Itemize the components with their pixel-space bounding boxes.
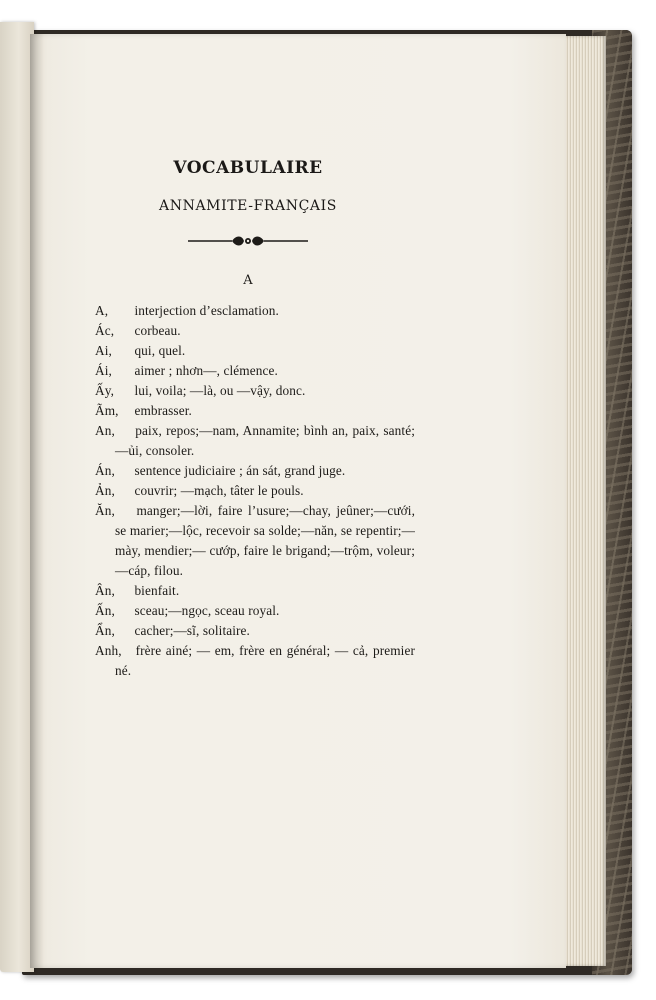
definition: bienfait.: [134, 583, 180, 598]
list-item: [95, 581, 415, 601]
headword: Ấn,: [95, 603, 115, 618]
definition: frère ainé; — em, frère en général; — cả, premier né.: [115, 643, 415, 678]
page-title: VOCABULAIRE: [173, 158, 323, 178]
headword: Ấy,: [95, 383, 115, 398]
list-item: [95, 501, 415, 581]
headword: Ai,: [95, 343, 112, 358]
page-edges: [560, 36, 606, 966]
definition: qui, quel.: [134, 343, 186, 358]
headword: Ẩn,: [95, 623, 115, 638]
headword: Ân,: [95, 583, 115, 598]
vocabulary-list: [95, 301, 415, 681]
headword: Ãm,: [95, 403, 119, 418]
list-item: [95, 341, 415, 361]
definition: embrasser.: [134, 403, 192, 418]
headword: A,: [95, 303, 109, 318]
headword: An,: [95, 423, 115, 438]
list-item: [95, 601, 415, 621]
definition: cacher;—sĩ, solitaire.: [134, 623, 250, 638]
list-item: [95, 461, 415, 481]
list-item: [95, 621, 415, 641]
list-item: [95, 421, 415, 461]
definition: lui, voila; —là, ou —vậy, donc.: [134, 383, 306, 398]
definition: manger;—lời, faire l’usure;—chay, jeûner;—cưới, se marier;—lộc, recevoir sa solde;—năn, se repentir;— mày, mendier;— cướp, faire le brigand;—trộm, voleur;—cáp, filou.: [115, 503, 415, 578]
left-page-edge: [0, 22, 34, 972]
definition: paix, repos;—nam, Annamite; bình an, paix, santé;—ủi, consoler.: [115, 423, 415, 458]
list-item: [95, 401, 415, 421]
headword: Ác,: [95, 323, 115, 338]
section-letter: A: [243, 273, 253, 288]
definition: sceau;—ngọc, sceau royal.: [134, 603, 280, 618]
list-item: [95, 301, 415, 321]
headword: Ăn,: [95, 503, 115, 518]
list-item: [95, 321, 415, 341]
list-item: [95, 381, 415, 401]
definition: corbeau.: [134, 323, 181, 338]
definition: aimer ; nhơn—, clémence.: [134, 363, 278, 378]
list-item: [95, 361, 415, 381]
gutter-shadow: [30, 34, 44, 968]
headword: Anh,: [95, 643, 122, 658]
definition: sentence judiciaire ; án sát, grand juge.: [134, 463, 346, 478]
list-item: [95, 481, 415, 501]
definition: interjection d’esclamation.: [134, 303, 279, 318]
headword: Ái,: [95, 363, 112, 378]
ornament-divider-icon: [186, 234, 310, 248]
headword: Án,: [95, 463, 115, 478]
list-item: [95, 641, 415, 681]
page-subtitle: ANNAMITE-FRANÇAIS: [159, 198, 337, 214]
definition: couvrir; —mạch, tâter le pouls.: [134, 483, 304, 498]
headword: Ản,: [95, 483, 115, 498]
